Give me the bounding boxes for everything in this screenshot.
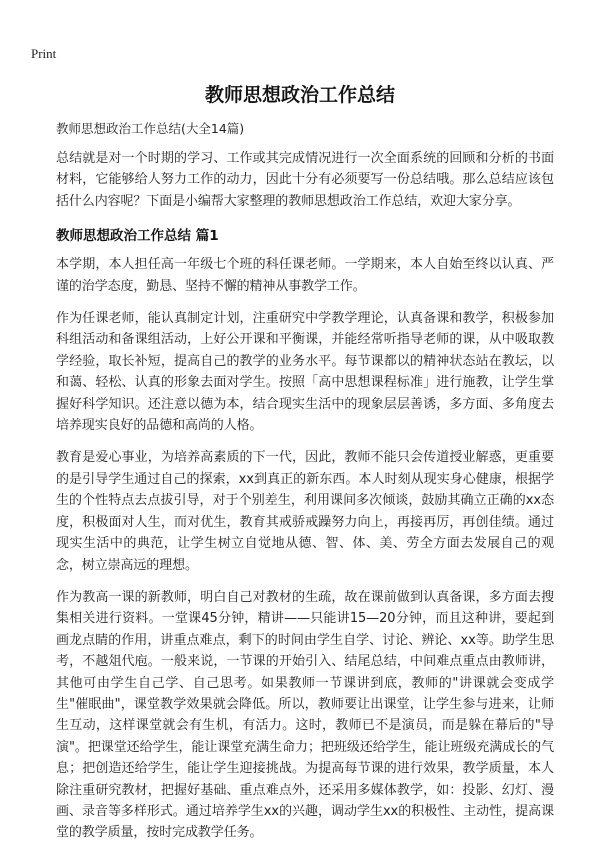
- body-paragraph-3: 教育是爱心事业，为培养高素质的下一代，因此，教师不能只会传道授业解惑，更重要的是引导学生通过自己的探索，xx到真正的新东西。本人时刻从现实身心健康，根据学生的个性特点去点拔引导，对于个别差生，利用课间多次倾谈，鼓励其确立正确的xx态度，积极面对人生，而对优生，教育其戒骄戒躁努力向上，再接再厉，再创佳绩。通过现实生活中的典范，让学生树立自觉地从德、智、体、美、劳全方面去发展自己的观念，树立崇高远的理想。: [56, 450, 554, 573]
- section-heading: 教师思想政治工作总结 篇1: [56, 228, 219, 245]
- body-paragraph-2: 作为任课老师，能认真制定计划，注重研究中学教学理论，认真备课和教学，积极参加科组活动和备课组活动，上好公开课和平衡课，并能经常听指导老师的课，从中吸取教学经验，取长补短，提高自己的教学的业务水平。每节课都以的精神状态站在教坛，以和蔼、轻松、认真的形象去面对学生。按照「高中思想课程标准」进行施教，让学生掌握好科学知识。还注意以德为本，结合现实生活中的现象层层善诱，多方面、多角度去培养现实良好的品德和高尚的人格。: [56, 311, 554, 434]
- page-title: 教师思想政治工作总结: [204, 84, 395, 106]
- document-subtitle: 教师思想政治工作总结(大全14篇): [56, 121, 245, 136]
- body-paragraph-1: 本学期，本人担任高一年级七个班的科任课老师。一学期来，本人自始至终以认真、严谨的治学态度，勤恳、坚持不懈的精神从事教学工作。: [56, 257, 554, 294]
- body-paragraph-4: 作为教高一课的新教师，明白自己对教材的生疏，故在课前做到认真备课，多方面去搜集相关进行资料。一堂课45分钟，精讲——只能讲15—20分钟，而且这种讲，要起到画龙点睛的作用，讲重点难点，剩下的时间由学生自学、讨论、辨论、xx等。助学生思考，不越俎代庖。一般来说，一节课的开始引入、结尾总结，中间难点重点由教师讲，其他可由学生自己学、自己思考。如果教师一节课讲到底，教师的"讲课就会变成学生"催眠曲"，课堂教学效果就会降低。所以，教师要让出课堂，让学生参与进来，让师生互动，这样课堂就会有生机，有活力。这时，教师已不是演员，而是躲在幕后的"导演"。把课堂还给学生，能让课堂充满生命力；把班级还给学生，能让班级充满成长的气息；把创造还给学生，能让学生迎接挑战。为提高每节课的进行效果，教学质量，本人除注重研究教材，把握好基础、重点难点外，还采用多媒体教学，如：投影、幻灯、漫画、录音等多样形式。通过培养学生xx的兴趣，调动学生xx的积极性、主动性，提高课堂的教学质量，按时完成教学任务。: [56, 589, 554, 841]
- print-link[interactable]: Print: [31, 46, 57, 61]
- document-body: [56, 148, 554, 855]
- intro-paragraph: 总结就是对一个时期的学习、工作或其完成情况进行一次全面系统的回顾和分析的书面材料，它能够给人努力工作的动力，因此十分有必须要写一份总结哦。那么总结应该包括什么内容呢？下面是小编帮大家整理的教师思想政治工作总结，欢迎大家分享。: [56, 151, 554, 209]
